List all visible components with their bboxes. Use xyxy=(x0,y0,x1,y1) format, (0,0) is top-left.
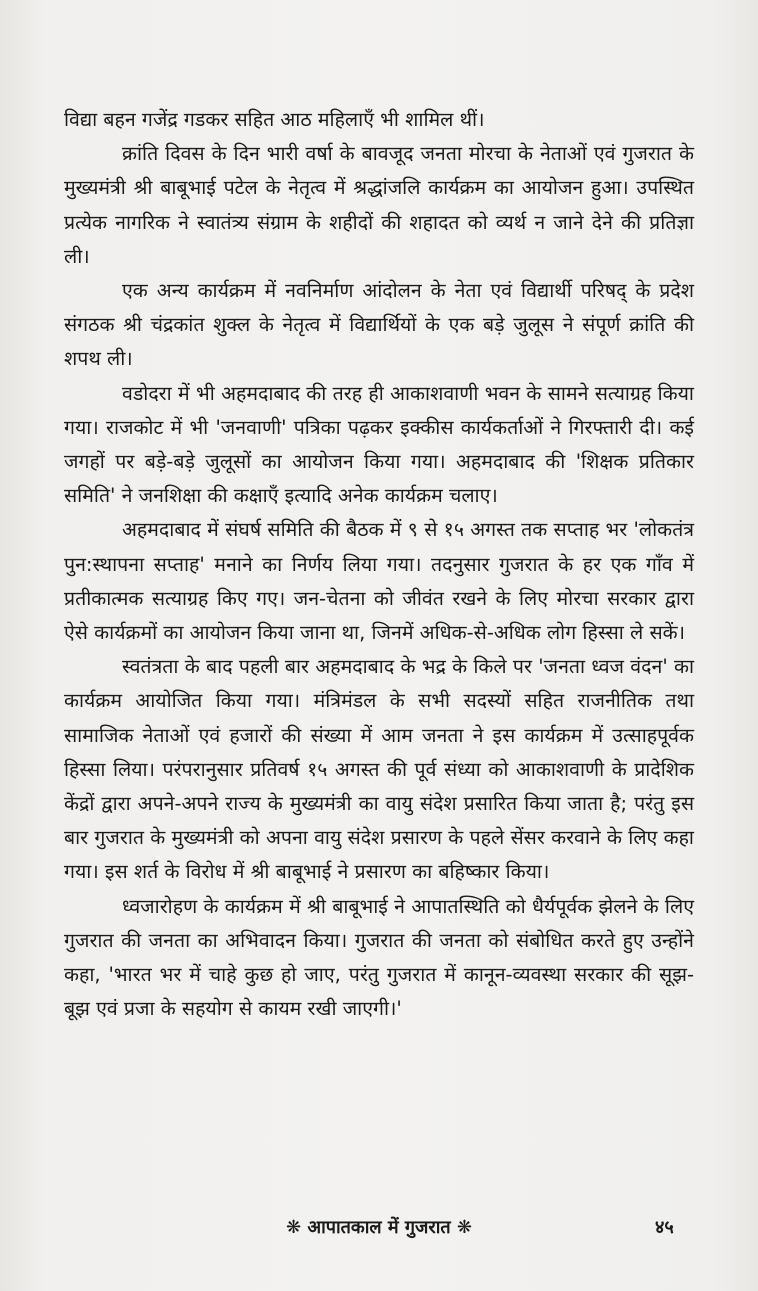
paragraph-sangharsh-samiti: अहमदाबाद में संघर्ष समिति की बैठक में ९ से १५ अगस्त तक सप्ताह भर 'लोकतंत्र पुन:स्थापना सप्ताह' मनाने का निर्णय लिया गया। तदनुसार गुजरात के हर एक गाँव में प्रतीकात्मक सत्याग्रह किए गए। जन-चेतना को जीवंत रखने के लिए मोरचा सरकार द्वारा ऐसे कार्यक्रमों का आयोजन किया जाना था, जिनमें अधिक-से-अधिक लोग हिस्सा ले सकें। xyxy=(64,518,694,645)
paragraph-vadodara: वडोदरा में भी अहमदाबाद की तरह ही आकाशवाणी भवन के सामने सत्याग्रह किया गया। राजकोट में भी 'जनवाणी' पत्रिका पढ़कर इक्कीस कार्यकर्ताओं ने गिरफ्तारी दी। कई जगहों पर बड़े-बड़े जुलूसों का आयोजन किया गया। अहमदाबाद की 'शिक्षक प्रतिकार समिति' ने जनशिक्षा की कक्षाएँ इत्यादि अनेक कार्यक्रम चलाए। xyxy=(64,381,694,508)
paragraph-dhwajarohan: ध्वजारोहण के कार्यक्रम में श्री बाबूभाई ने आपातस्थिति को धैर्यपूर्वक झेलने के लिए गुजरात की जनता का अभिवादन किया। गुजरात की जनता को संबोधित करते हुए उन्होंने कहा, 'भारत भर में चाहे कुछ हो जाए, परंतु गुजरात में कानून-व्यवस्था सरकार की सूझ-बूझ एवं प्रजा के सहयोग से कायम रखी जाएगी।' xyxy=(64,894,694,1021)
body-text xyxy=(64,103,694,1026)
paragraph-kranti-divas: क्रांति दिवस के दिन भारी वर्षा के बावजूद जनता मोरचा के नेताओं एवं गुजरात के मुख्यमंत्री श्री बाबूभाई पटेल के नेतृत्व में श्रद्धांजलि कार्यक्रम का आयोजन हुआ। उपस्थित प्रत्येक नागरिक ने स्वातंत्र्य संग्राम के शहीदों की शहादत को व्यर्थ न जाने देने की प्रतिज्ञा ली। xyxy=(64,142,694,268)
paragraph-continuation: विद्या बहन गजेंद्र गडकर सहित आठ महिलाएँ भी शामिल थीं। xyxy=(64,108,485,131)
paragraph-dhwaj-vandan: स्वतंत्रता के बाद पहली बार अहमदाबाद के भद्र के किले पर 'जनता ध्वज वंदन' का कार्यक्रम आयोजित किया गया। मंत्रिमंडल के सभी सदस्यों सहित राजनीतिक तथा सामाजिक नेताओं एवं हजारों की संख्या में आम जनता ने इस कार्यक्रम में उत्साहपूर्वक हिस्सा लिया। परंपरानुसार प्रतिवर्ष १५ अगस्त की पूर्व संध्या को आकाशवाणी के प्रादेशिक केंद्रों द्वारा अपने-अपने राज्य के मुख्यमंत्री का वायु संदेश प्रसारित किया जाता है; परंतु इस बार गुजरात के मुख्यमंत्री को अपना वायु संदेश प्रसारण के पहले सेंसर करवाने के लिए कहा गया। इस शर्त के विरोध में श्री बाबूभाई ने प्रसारण का बहिष्कार किया। xyxy=(64,655,694,884)
paragraph-navnirman: एक अन्य कार्यक्रम में नवनिर्माण आंदोलन के नेता एवं विद्यार्थी परिषद् के प्रदेश संगठक श्री चंद्रकांत शुक्ल के नेतृत्व में विद्यार्थियों के एक बड़े जुलूस ने संपूर्ण क्रांति की शपथ ली। xyxy=(64,279,694,371)
page-number: ४५ xyxy=(655,1217,674,1238)
running-footer-title: ❋ आपातकाल में गुजरात ❋ xyxy=(286,1217,472,1238)
